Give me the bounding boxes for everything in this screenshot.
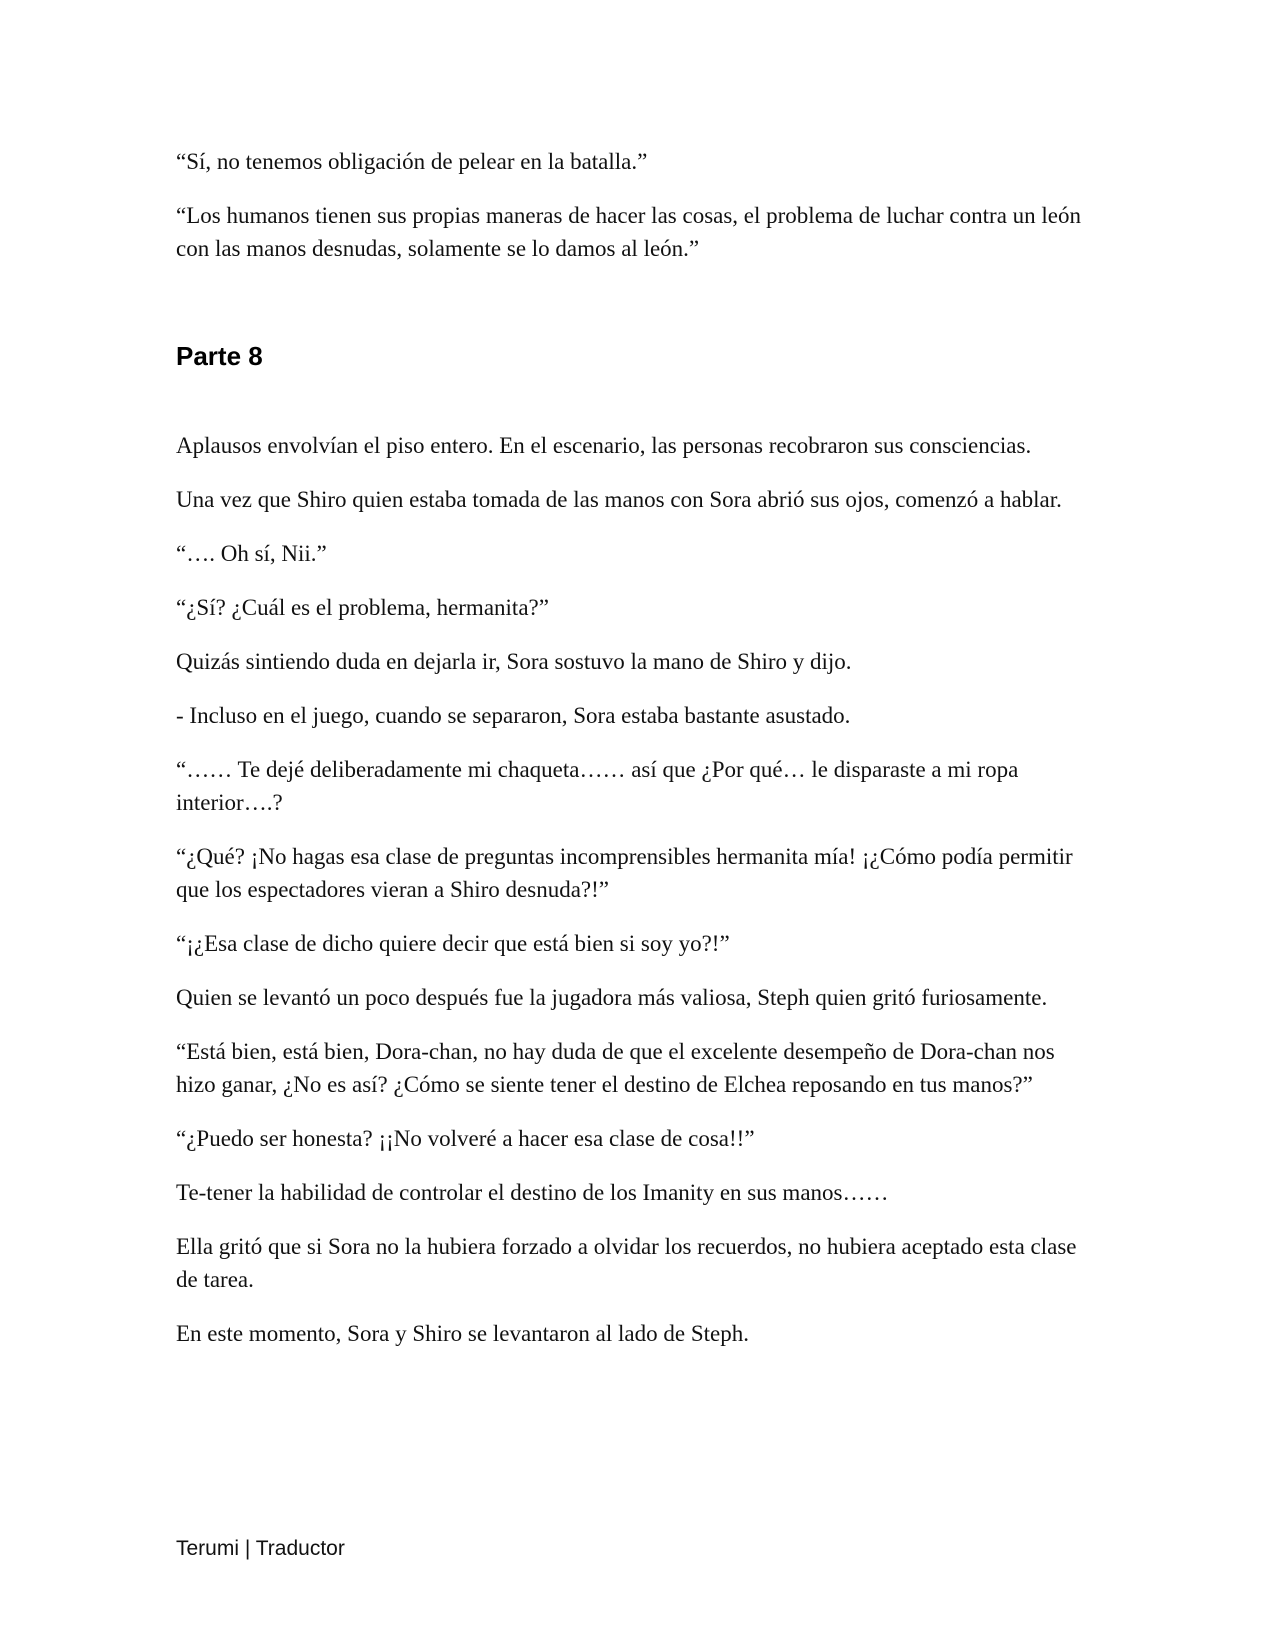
paragraph: En este momento, Sora y Shiro se levantaron al lado de Steph. [176, 1321, 749, 1346]
paragraph: “¿Qué? ¡No hagas esa clase de preguntas incomprensibles hermanita mía! ¡¿Cómo podía permitir que los espectadores vieran a Shiro desnuda?!” [176, 844, 1073, 902]
paragraph: Te-tener la habilidad de controlar el destino de los Imanity en sus manos…… [176, 1180, 889, 1205]
main-paragraphs [176, 429, 1096, 1371]
top-paragraphs [176, 145, 1096, 286]
paragraph: Ella gritó que si Sora no la hubiera forzado a olvidar los recuerdos, no hubiera aceptado esta clase de tarea. [176, 1234, 1077, 1292]
paragraph: “Está bien, está bien, Dora-chan, no hay duda de que el excelente desempeño de Dora-chan nos hizo ganar, ¿No es así? ¿Cómo se siente tener el destino de Elchea reposando en tus manos?” [176, 1039, 1055, 1097]
paragraph: “¿Puedo ser honesta? ¡¡No volveré a hacer esa clase de cosa!!” [176, 1126, 755, 1151]
paragraph: - Incluso en el juego, cuando se separaron, Sora estaba bastante asustado. [176, 703, 851, 728]
page-footer: Terumi | Traductor [176, 1537, 345, 1560]
paragraph: “Los humanos tienen sus propias maneras de hacer las cosas, el problema de luchar contra un león con las manos desnudas, solamente se lo damos al león.” [176, 203, 1081, 261]
paragraph: Quien se levantó un poco después fue la jugadora más valiosa, Steph quien gritó furiosamente. [176, 985, 1048, 1010]
paragraph: Una vez que Shiro quien estaba tomada de las manos con Sora abrió sus ojos, comenzó a hablar. [176, 487, 1062, 512]
section-heading: Parte 8 [176, 341, 263, 371]
paragraph: Quizás sintiendo duda en dejarla ir, Sora sostuvo la mano de Shiro y dijo. [176, 649, 852, 674]
paragraph: “Sí, no tenemos obligación de pelear en la batalla.” [176, 149, 648, 174]
paragraph: “…. Oh sí, Nii.” [176, 541, 327, 566]
paragraph: “…… Te dejé deliberadamente mi chaqueta…… así que ¿Por qué… le disparaste a mi ropa interior….? [176, 757, 1019, 815]
paragraph: “¡¿Esa clase de dicho quiere decir que está bien si soy yo?!” [176, 931, 730, 956]
paragraph: Aplausos envolvían el piso entero. En el escenario, las personas recobraron sus consciencias. [176, 433, 1032, 458]
paragraph: “¿Sí? ¿Cuál es el problema, hermanita?” [176, 595, 549, 620]
